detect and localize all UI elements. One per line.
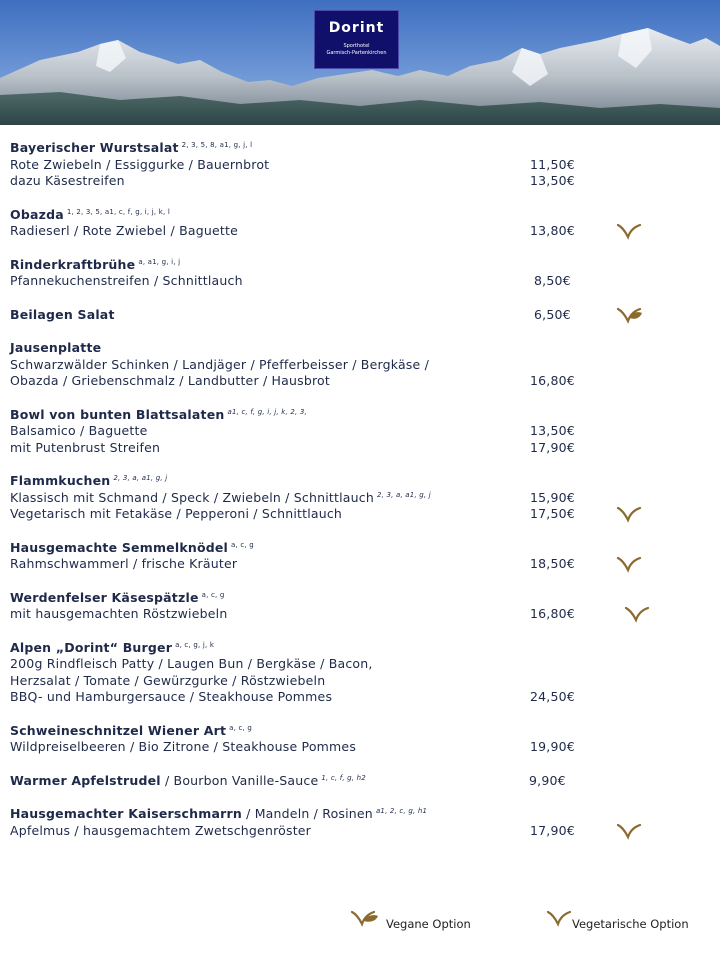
price: 8,50€ — [534, 273, 571, 288]
dish-description-line — [10, 373, 710, 390]
description-text: Vegetarisch mit Fetakäse / Pepperoni / Schnittlauch — [10, 506, 343, 521]
dish-description-line — [10, 556, 710, 573]
menu-item-title — [10, 340, 710, 357]
legend-vegan-label: Vegane Option — [386, 917, 471, 931]
allergen-codes: a, c, g — [201, 590, 225, 599]
dish-name: Beilagen Salat — [10, 306, 115, 322]
vegetarian-icon — [546, 908, 572, 933]
legend — [350, 908, 720, 932]
price: 17,50€ — [530, 506, 575, 521]
dish-description-line — [10, 157, 710, 174]
price: 6,50€ — [534, 306, 571, 322]
dish-description-line — [10, 606, 710, 623]
allergen-codes: a, c, g, j, k — [175, 640, 215, 649]
description-text: Apfelmus / hausgemachtem Zwetschgenröster — [10, 822, 312, 838]
dish-name: Obazda — [10, 206, 64, 222]
vegetarian-icon — [616, 822, 640, 840]
dorint-logo — [314, 10, 399, 69]
dish-name: Hausgemachte Semmelknödel — [10, 539, 229, 555]
dish-description-line — [10, 823, 710, 840]
price: 15,90€ — [530, 489, 575, 505]
description-text: BBQ- und Hamburgersauce / Steakhouse Pommes — [10, 689, 333, 704]
price: 13,50€ — [530, 423, 575, 438]
menu-item — [10, 340, 710, 390]
price: 16,80€ — [530, 606, 575, 621]
vegan-icon — [350, 908, 382, 933]
description-text: mit hausgemachten Röstzwiebeln — [10, 606, 228, 621]
price: 13,50€ — [530, 173, 575, 188]
legend-vegetarian-label: Vegetarische Option — [572, 917, 689, 931]
dish-name: Rinderkraftbrühe — [10, 256, 136, 272]
description-text: Pfannekuchenstreifen / Schnittlauch — [10, 273, 243, 288]
dish-description-line — [10, 739, 710, 756]
menu-item — [10, 257, 710, 290]
menu-item — [10, 723, 710, 756]
price: 19,90€ — [530, 739, 575, 754]
allergen-codes: a, a1, g, i, j — [138, 257, 181, 266]
menu-item-title — [10, 307, 710, 324]
dish-name: Bowl von bunten Blattsalaten — [10, 406, 225, 422]
dish-description-line — [10, 506, 710, 523]
menu-item — [10, 140, 710, 190]
menu-list — [10, 140, 710, 856]
price: 16,80€ — [530, 373, 575, 388]
allergen-codes: 2, 3, a, a1, g, j — [376, 490, 431, 499]
description-text: Klassisch mit Schmand / Speck / Zwiebeln / Schnittlauch — [10, 489, 374, 505]
menu-item-title — [10, 257, 710, 274]
dish-description-line — [10, 673, 710, 690]
menu-item — [10, 207, 710, 240]
allergen-codes: 1, 2, 3, 5, a1, c, f, g, i, j, k, l — [66, 207, 171, 216]
price: 17,90€ — [530, 822, 575, 838]
vegetarian-icon — [616, 222, 640, 240]
logo-brand: Dorint — [328, 20, 385, 36]
description-text: mit Putenbrust Streifen — [10, 439, 161, 455]
description-text: Balsamico / Baguette — [10, 423, 148, 438]
vegetarian-icon — [616, 555, 640, 573]
price: 17,90€ — [530, 439, 575, 455]
menu-item — [10, 640, 710, 706]
vegetarian-icon — [624, 605, 648, 623]
dish-description-line — [10, 223, 710, 240]
logo-subline-1: Sporthotel — [343, 43, 370, 49]
menu-item-title — [10, 207, 710, 224]
menu-item-title — [10, 806, 710, 823]
dish-name: Werdenfelser Käsespätzle — [10, 589, 199, 605]
allergen-codes: 1, c, f, g, h2 — [321, 773, 366, 782]
dish-description-line — [10, 357, 710, 374]
vegan-icon — [616, 306, 640, 324]
description-text: Rahmschwammerl / frische Kräuter — [10, 556, 238, 571]
dish-name: Flammkuchen — [10, 473, 111, 488]
description-text: Schwarzwälder Schinken / Landjäger / Pfefferbeisser / Bergkäse / — [10, 356, 429, 372]
allergen-codes: 2, 3, 5, 8, a1, g, j, l — [181, 141, 253, 149]
menu-item — [10, 473, 710, 523]
description-text: Radieserl / Rote Zwiebel / Baguette — [10, 223, 238, 238]
description-text: Wildpreiselbeeren / Bio Zitrone / Steakhouse Pommes — [10, 739, 357, 754]
menu-item-title — [10, 473, 710, 490]
menu-item — [10, 806, 710, 839]
dish-description-line — [10, 273, 710, 290]
menu-item — [10, 540, 710, 573]
dish-description-line — [10, 490, 710, 507]
menu-item-title — [10, 723, 710, 740]
dish-name: Bayerischer Wurstsalat — [10, 140, 179, 155]
menu-item — [10, 773, 710, 790]
dish-subtitle: / Bourbon Vanille-Sauce — [160, 772, 319, 788]
dish-description-line — [10, 656, 710, 673]
dish-name: Schweineschnitzel Wiener Art — [10, 722, 227, 738]
allergen-codes: a, c, g — [231, 540, 254, 549]
dish-description-line — [10, 689, 710, 706]
menu-item-title — [10, 640, 710, 657]
price: 9,90€ — [529, 772, 566, 788]
description-text: Herzsalat / Tomate / Gewürzgurke / Röstzwiebeln — [10, 672, 326, 688]
menu-item-title — [10, 407, 710, 424]
allergen-codes: a, c, g — [229, 723, 253, 732]
allergen-codes: a1, c, f, g, i, j, k, 2, 3, — [227, 407, 307, 416]
menu-item-title — [10, 773, 710, 790]
description-text: Obazda / Griebenschmalz / Landbutter / Hausbrot — [10, 373, 330, 388]
description-text: dazu Käsestreifen — [10, 173, 125, 188]
description-text: 200g Rindfleisch Patty / Laugen Bun / Bergkäse / Bacon, — [10, 656, 373, 671]
menu-item — [10, 407, 710, 457]
allergen-codes: 2, 3, a, a1, g, j — [113, 474, 168, 482]
vegetarian-icon — [616, 505, 640, 523]
dish-description-line — [10, 440, 710, 457]
allergen-codes: a1, 2, c, g, h1 — [375, 807, 428, 815]
menu-item-title — [10, 590, 710, 607]
menu-item-title — [10, 540, 710, 557]
dish-name: Warmer Apfelstrudel — [10, 772, 161, 788]
description-text: Rote Zwiebeln / Essiggurke / Bauernbrot — [10, 156, 270, 172]
menu-item-title — [10, 140, 710, 157]
price: 11,50€ — [530, 156, 575, 172]
dish-name: Alpen „Dorint“ Burger — [10, 639, 173, 655]
price: 13,80€ — [530, 223, 575, 238]
price: 18,50€ — [530, 556, 575, 571]
dish-description-line — [10, 423, 710, 440]
dish-subtitle: / Mandeln / Rosinen — [241, 806, 373, 821]
menu-item — [10, 307, 710, 324]
price: 24,50€ — [530, 689, 575, 704]
logo-subline-2: Garmisch-Partenkirchen — [326, 50, 387, 56]
menu-item — [10, 590, 710, 623]
dish-name: Hausgemachter Kaiserschmarrn — [10, 806, 242, 821]
dish-name: Jausenplatte — [10, 340, 102, 355]
dish-description-line — [10, 173, 710, 190]
